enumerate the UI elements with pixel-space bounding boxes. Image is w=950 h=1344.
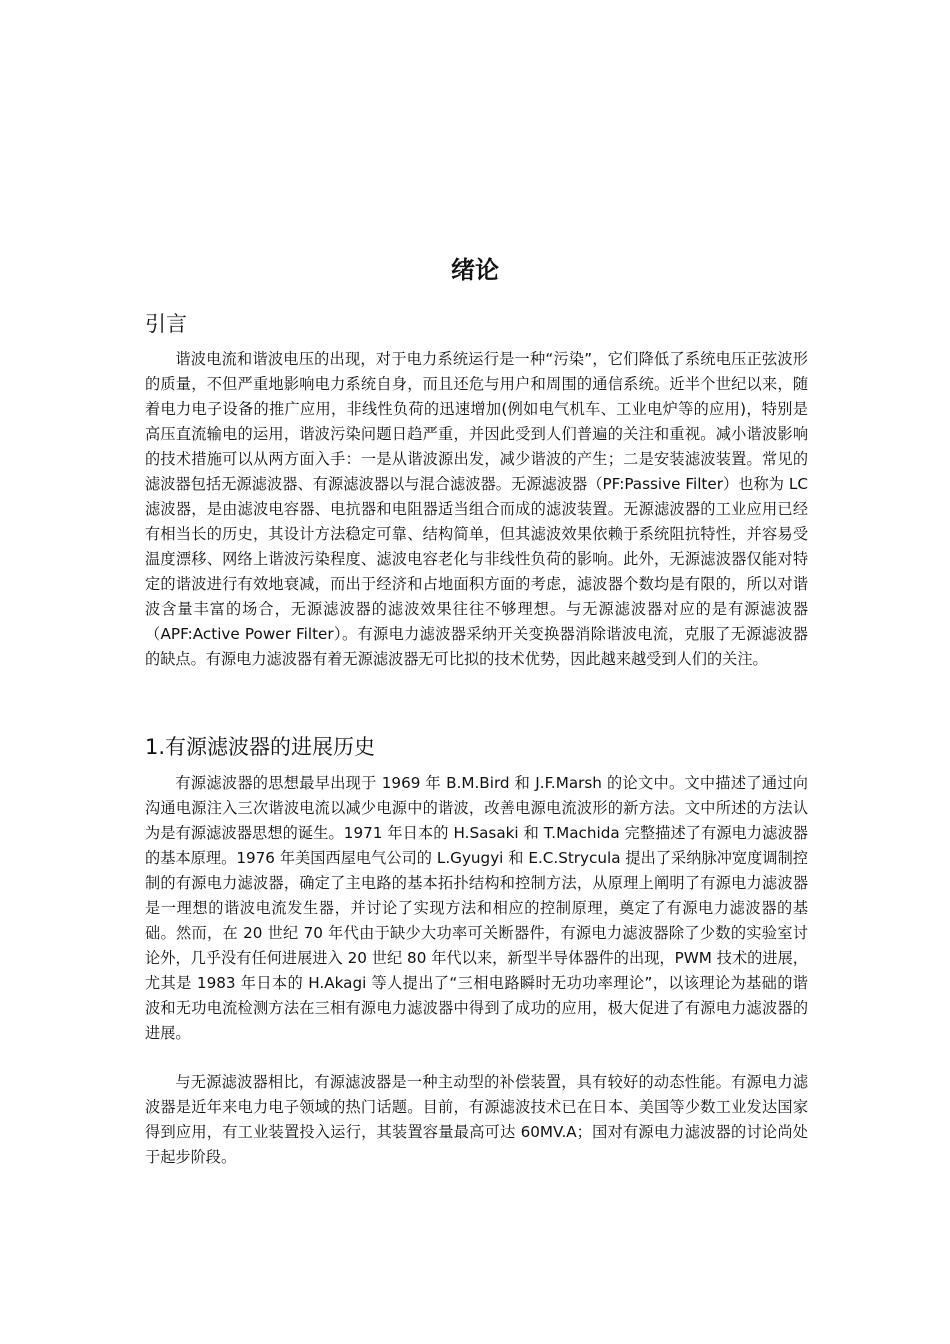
section-heading-history: 1.有源滤波器的进展历史 [145,735,376,759]
history-paragraph-1: 有源滤波器的思想最早出现于 1969 年 B.M.Bird 和 J.F.Marsh 的论文中。文中描述了通过向沟通电源注入三次谐波电流以减少电源中的谐波，改善电源电流波形的新方法。文中所述的方法认为是有源滤波器思想的诞生。1971 年日本的 H.Sasaki 和 T.Machida 完整描述了有源电力滤波器的基本原理。1976 年美国西屋电气公司的 L.Gyugyi 和 E.C.Strycula 提出了采纳脉冲宽度调制控制的有源电力滤波器，确定了主电路的基本拓扑结构和控制方法，从原理上阐明了有源电力滤波器是一理想的谐波电流发生器，并讨论了实现方法和相应的控制原理，奠定了有源电力滤波器的基础。然而，在 20 世纪 70 年代由于缺少大功率可关断器件，有源电力滤波器除了少数的实验室讨论外，几乎没有任何进展进入 20 世纪 80 年代以来，新型半导体器件的出现，PWM 技术的进展，尤其是 1983 年日本的 H.Akagi 等人提出了“三相电路瞬时无功功率理论”，以该理论为基础的谐波和无功电流检测方法在三相有源电力滤波器中得到了成功的应用，极大促进了有源电力滤波器的进展。 [145,774,808,1042]
section-heading-introduction: 引言 [145,312,187,336]
page-title: 绪论 [451,256,499,284]
history-paragraph-2: 与无源滤波器相比，有源滤波器是一种主动型的补偿装置，具有较好的动态性能。有源电力滤波器是近年来电力电子领域的热门话题。目前，有源滤波技术已在日本、美国等少数工业发达国家得到应用，有工业装置投入运行，其装置容量最高可达 60MV.A；国对有源电力滤波器的讨论尚处于起步阶段。 [145,1073,808,1166]
introduction-paragraph: 谐波电流和谐波电压的出现，对于电力系统运行是一种“污染”，它们降低了系统电压正弦波形的质量，不但严重地影响电力系统自身，而且还危与用户和周围的通信系统。近半个世纪以来，随着电力电子设备的推广应用，非线性负荷的迅速增加(例如电气机车、工业电炉等的应用)，特别是高压直流输电的运用，谐波污染问题日趋严重，并因此受到人们普遍的关注和重视。减小谐波影响的技术措施可以从两方面入手：一是从谐波源出发，减少谐波的产生；二是安装滤波装置。常见的滤波器包括无源滤波器、有源滤波器以与混合滤波器。无源滤波器（PF:Passive Filter）也称为 LC 滤波器，是由滤波电容器、电抗器和电阻器适当组合而成的滤波装置。无源滤波器的工业应用已经有相当长的历史，其设计方法稳定可靠、结构简单，但其滤波效果依赖于系统阻抗特性，并容易受温度漂移、网络上谐波污染程度、滤波电容老化与非线性负荷的影响。此外，无源滤波器仅能对特定的谐波进行有效地衰减，而出于经济和占地面积方面的考虑，滤波器个数均是有限的，所以对谐波含量丰富的场合，无源滤波器的滤波效果往往不够理想。与无源滤波器对应的是有源滤波器（APF:Active Power Filter）。有源电力滤波器采纳开关变换器消除谐波电流，克服了无源滤波器的缺点。有源电力滤波器有着无源滤波器无可比拟的技术优势，因此越来越受到人们的关注。 [145,350,808,668]
